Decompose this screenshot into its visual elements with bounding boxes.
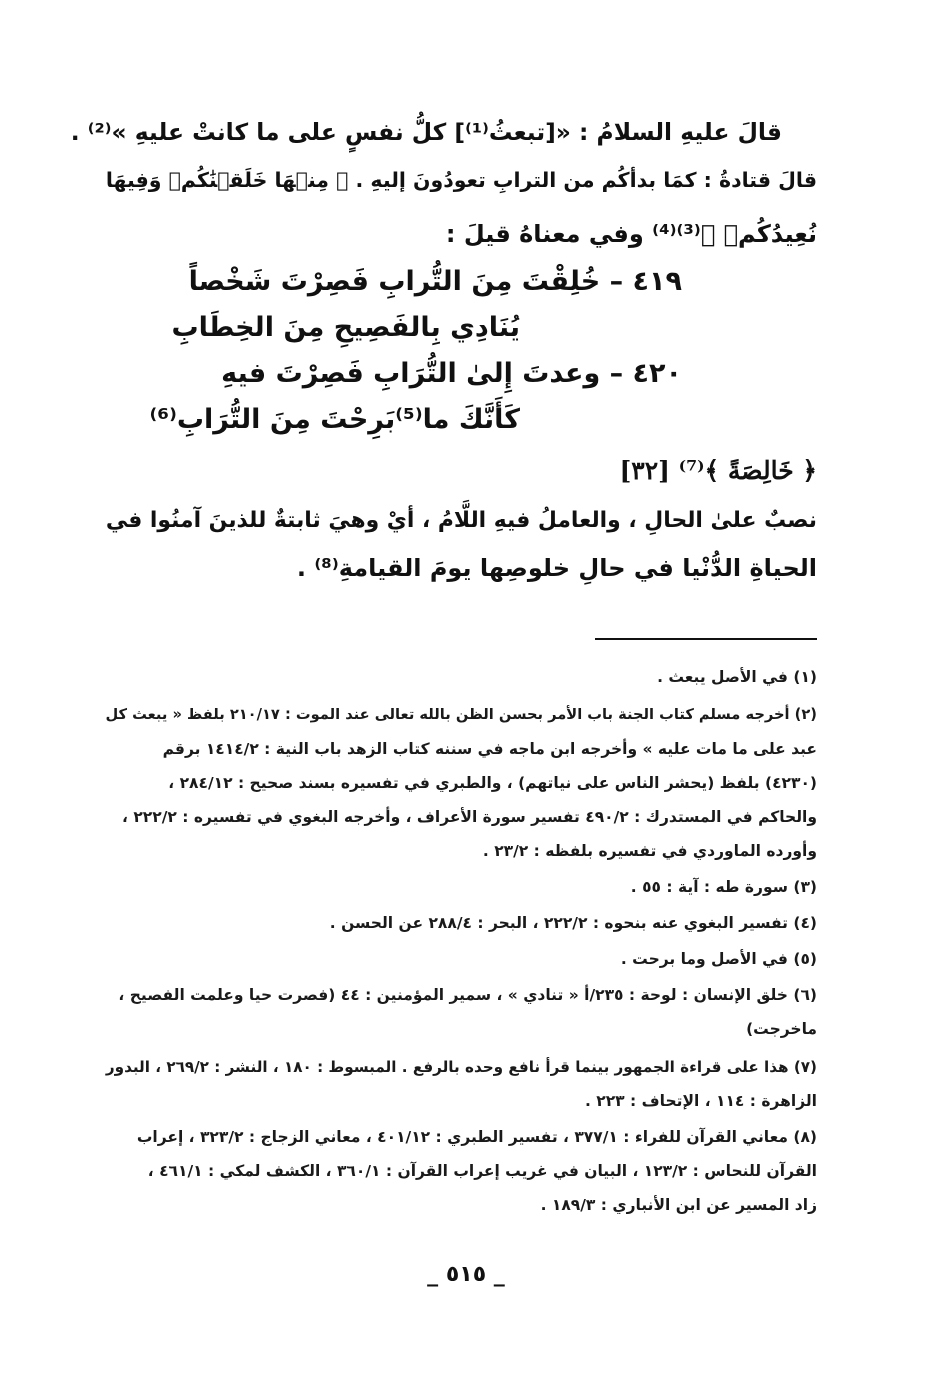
footnote-1: (١) في الأصل يبعث . [657, 668, 817, 686]
footnote-7: (٧) هذا على قراءة الجمهور بينما قرأ نافع وحده بالرفع . المبسوط : ١٨٠ ، النشر : ٢٦٩/٢ ، البدور [105, 1058, 817, 1076]
poem-verse-420-second: كَأَنَّكَ ما⁽⁵⁾بَرِحْتَ مِنَ التُّرَابِ⁽⁶⁾ [149, 404, 520, 435]
footnote-2-cont: (٤٢٣٠) بلفظ (يحشر الناس على نياتهم) ، والطبري في تفسيره بسند صحيح : ٢٨٤/١٢ ، [168, 774, 817, 792]
poem-verse-419-first: ٤١٩ – خُلِقْتَ مِنَ التُّرابِ فَصِرْتَ شَخْصاً [188, 266, 682, 297]
footnote-8-cont: زاد المسير عن ابن الأنباري : ١٨٩/٣ . [540, 1196, 817, 1214]
footnote-5: (٥) في الأصل وما برحت . [620, 950, 817, 968]
text-line-2: قالَ قتادةُ : كمَا بدأكُم من الترابِ تعودُونَ إليهِ . ﴿ مِنۡهَا خَلَقۡنَٰكُمۡ وَفِيهَا [105, 168, 817, 192]
footnote-3: (٣) سورة طه : آية : ٥٥ . [630, 878, 817, 896]
verse-reference: ﴿ خَالِصَةً ﴾⁽⁷⁾ [٣٢] [619, 456, 817, 485]
footnote-6-cont: ماخرجت) [746, 1020, 817, 1038]
para-line-1: نصبٌ علىٰ الحالِ ، والعاملُ فيهِ اللَّامُ ، أيْ وهيَ ثابتةٌ للذينَ آمنُوا في [105, 508, 817, 533]
footnote-2: (٢) أخرجه مسلم كتاب الجنة باب الأمر بحسن الظن بالله تعالى عند الموت : ٢١٠/١٧ بلفظ « يبعث كل [105, 706, 817, 723]
footnote-2-cont: والحاكم في المستدرك : ٤٩٠/٢ تفسير سورة الأعراف ، وأخرجه البغوي في تفسيره : ٢٢٢/٢ ، [122, 808, 817, 826]
footnote-8: (٨) معاني القرآن للفراء : ٣٧٧/١ ، تفسير الطبري : ٤٠١/١٢ ، معاني الزجاج : ٣٢٣/٢ ، إعراب [136, 1128, 817, 1146]
footnote-2-cont: عبد على ما مات عليه » وأخرجه ابن ماجه في سننه كتاب الزهد باب النية : ١٤١٤/٢ برقم [162, 740, 817, 758]
poem-verse-419-second: يُنَادِي بِالفَصِيحِ مِنَ الخِطَابِ [171, 312, 520, 343]
footnote-4: (٤) تفسير البغوي عنه بنحوه : ٢٢٢/٢ ، البحر : ٢٨٨/٤ عن الحسن . [329, 914, 817, 932]
footnote-8-cont: القرآن للنحاس : ١٢٣/٢ ، البيان في غريب إعراب القرآن : ٣٦٠/١ ، الكشف لمكي : ٤٦١/١ ، [147, 1162, 817, 1180]
page-number: _ ٥١٥ _ [427, 1262, 505, 1287]
poem-verse-420-first: ٤٢٠ – وعدتَ إِلىٰ التُّرَابِ فَصِرْتَ فيهِ [221, 358, 682, 389]
text-line-1: قالَ عليهِ السلامُ : «[تبعثُ⁽¹⁾] كلُّ نفسٍ على ما كانتْ عليهِ »⁽²⁾ . [70, 118, 782, 146]
footnote-6: (٦) خلق الإنسان : لوحة : ٢٣٥/أ « تنادي » ، سمير المؤمنين : ٤٤ (فصرت حيا وعلمت الفصيح ، [118, 986, 817, 1004]
footnote-7-cont: الزاهرة : ١١٤ ، الإتحاف : ٢٢٣ . [584, 1092, 817, 1110]
text-line-3: نُعِيدُكُمۡ ﴾⁽³⁾⁽⁴⁾ وفي معناهُ قيلَ : [445, 220, 817, 248]
footnote-2-cont: وأورده الماوردي في تفسيره بلفظه : ٢٣/٢ . [482, 842, 817, 860]
para-line-2: الحياةِ الدُّنْيا في حالِ خلوصِها يومَ القيامةِ⁽⁸⁾ . [296, 554, 817, 582]
footnote-separator [595, 638, 817, 640]
